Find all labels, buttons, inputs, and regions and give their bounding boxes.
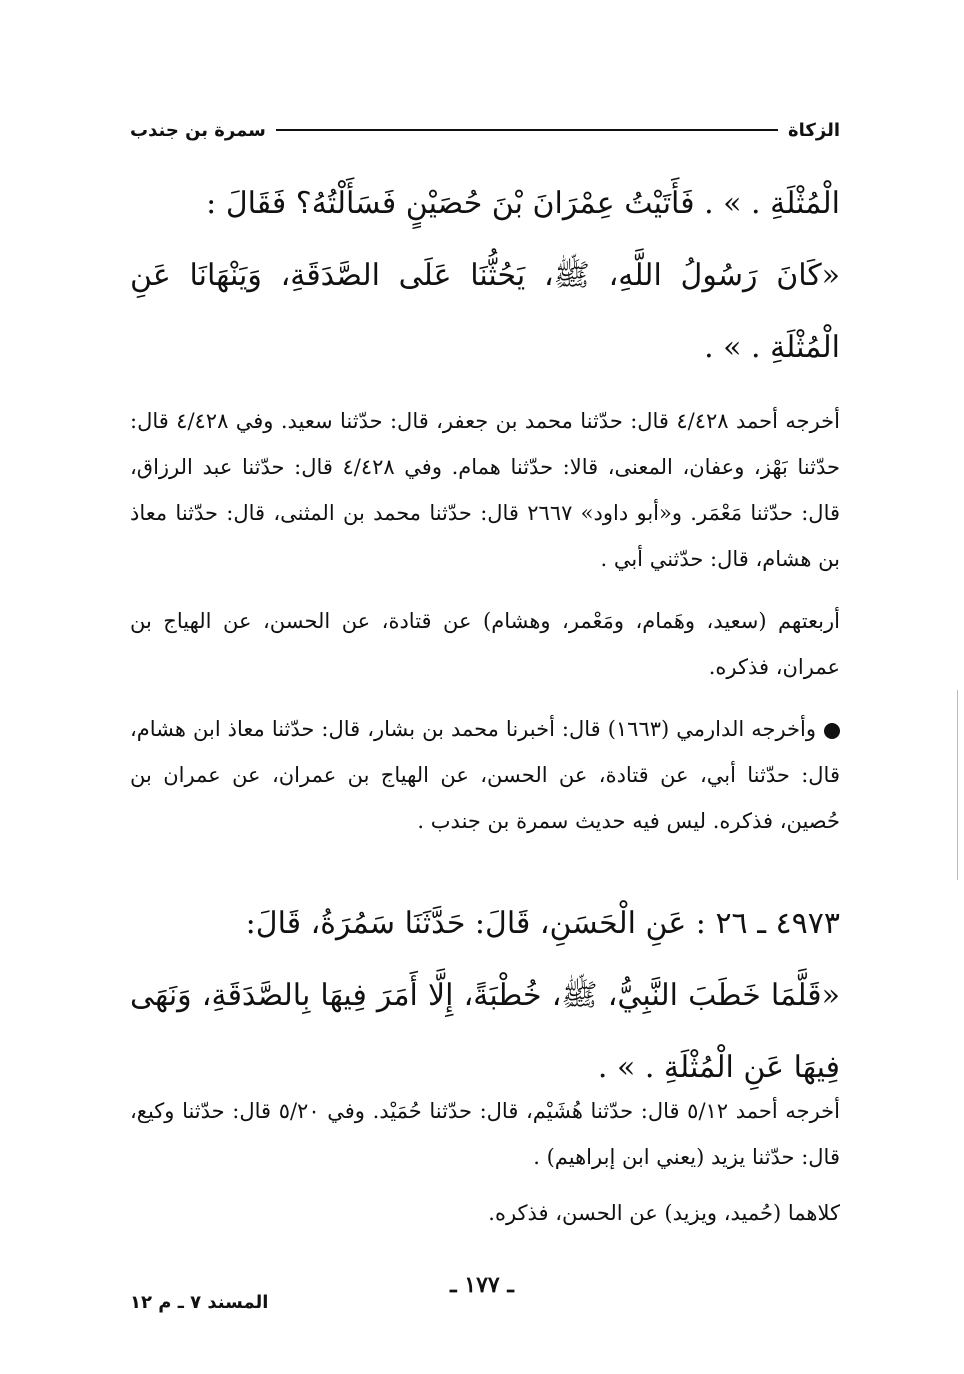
takhrij-paragraph: أخرجه أحمد ٥/١٢ قال: حدّثنا هُشَيْم، قال: حدّثنا حُمَيْد. وفي ٥/٢٠ قال: حدّثنا وكيع، قال: حدّثنا يزيد (يعني ابن إبراهيم) . (130, 1099, 840, 1169)
takhrij-paragraph: كلاهما (حُميد، ويزيد) عن الحسن، فذكره. (488, 1201, 840, 1225)
section-title: سمرة بن جندب (130, 119, 266, 141)
printer-signature: المسند ٧ ـ م ١٢ (130, 1292, 269, 1313)
chapter-title: الزكاة (788, 119, 840, 141)
hadith-heading: ٤٩٧٣ ـ ٢٦ : عَنِ الْحَسَنِ، قَالَ: حَدَّثَنَا سَمُرَةُ، قَالَ: (245, 906, 840, 941)
bullet-icon (824, 723, 840, 739)
hadith-opening-line: الْمُثْلَةِ . » . فَأَتَيْتُ عِمْرَانَ بْنَ حُصَيْنٍ فَسَأَلْتُهُ؟ فَقَالَ : (206, 186, 840, 221)
hadith-text: «قَلَّمَا خَطَبَ النَّبِيُّ، ﷺ، خُطْبَةً، إِلَّا أَمَرَ فِيهَا بِالصَّدَقَةِ، وَنَهَى فِيهَا عَنِ الْمُثْلَةِ . » . (130, 978, 840, 1085)
hadith-continuation (130, 168, 840, 384)
running-header (130, 110, 840, 150)
margin-line (957, 690, 958, 880)
page-number: ـ ١٧٧ ـ (450, 1272, 514, 1298)
takhrij-paragraph: أخرجه أحمد ٤/٤٢٨ قال: حدّثنا محمد بن جعفر، قال: حدّثنا سعيد. وفي ٤/٤٢٨ قال: حدّثنا بَهْز، وعفان، المعنى، قالا: حدّثنا همام. وفي ٤/٤٢٨ قال: حدّثنا عبد الرزاق، قال: حدّثنا مَعْمَر. و«أبو داود» ٢٦٦٧ قال: حدّثنا محمد بن المثنى، قال: حدّثنا معاذ بن هشام، قال: حدّثني أبي . (130, 409, 841, 571)
takhrij-paragraph: أربعتهم (سعيد، وهَمام، ومَعْمر، وهشام) عن قتادة، عن الحسن، عن الهياج بن عمران، فذكره. (130, 609, 840, 679)
takhrij-paragraph (130, 706, 840, 844)
hadith-entry (130, 888, 840, 1104)
takhrij-text: وأخرجه الدارمي (١٦٦٣) قال: أخبرنا محمد بن بشار، قال: حدّثنا معاذ ابن هشام، قال: حدّثنا أبي، عن قتادة، عن الحسن، عن الهياج بن عمران، عن عمران بن حُصين، فذكره. ليس فيه حديث سمرة بن جندب . (130, 717, 840, 833)
header-rule (276, 129, 778, 131)
hadith-text: «كَانَ رَسُولُ اللَّهِ، ﷺ، يَحُثُّنَا عَلَى الصَّدَقَةِ، وَيَنْهَانَا عَنِ الْمُثْلَةِ . » . (130, 258, 840, 365)
